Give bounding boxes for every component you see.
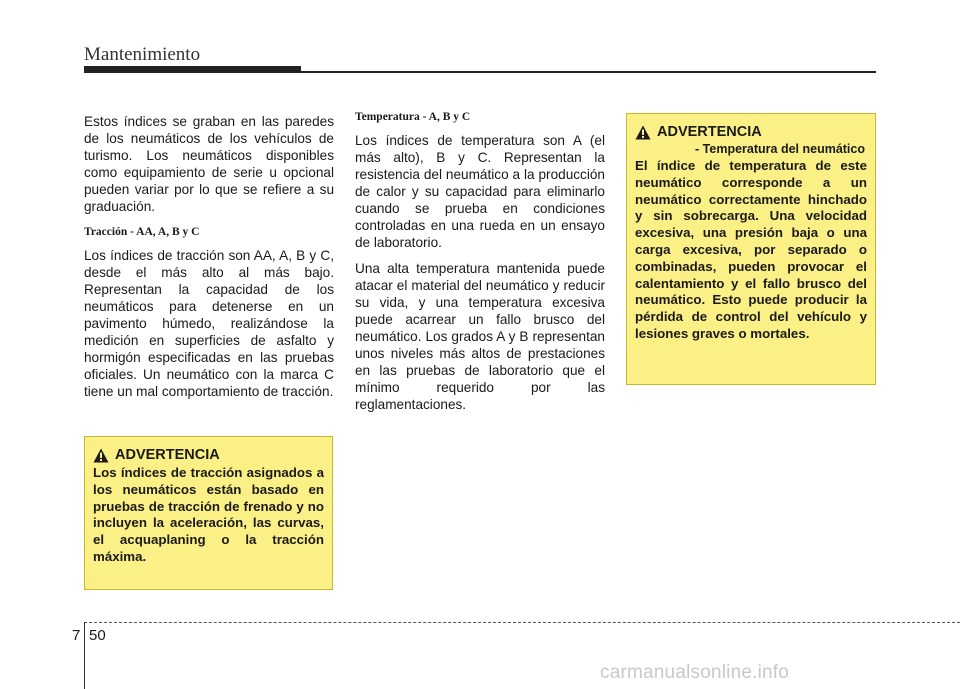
text-column-middle [355,109,605,422]
intro-paragraph: Estos índices se graban en las paredes de los neumáticos de los vehículos de turismo. Los neumáticos disponibles como equipamiento de serie u opcional pueden variar por lo que se refiere a su graduación. [84,114,334,214]
traction-paragraph: Los índices de tracción son AA, A, B y C, desde el más alto al más bajo. Representan la capacidad de los neumáticos para detenerse en un pavimento húmedo, realizándose la medición en superficies de asfalto y hormigón especificadas en las pruebas oficiales. Un neumático con la marca C tiene un mal comportamiento de tracción. [84,248,334,399]
header-rule-thick [84,66,301,73]
warning-triangle-icon [93,448,109,463]
warning-text: Los índices de tracción asignados a los neumáticos están basado en pruebas de tracción de frenado y no incluyen la aceleración, las curvas, el acquaplaning o la tracción máxima. [93,465,324,564]
temperature-paragraph-2: Una alta temperatura mantenida puede atacar el material del neumático y reducir su vida, y una temperatura excesiva puede acarrear un fallo brusco del neumático. Los grados A y B representan unos niveles más altos de prestaciones en las pruebas de laboratorio que el mínimo requerido por las reglamentaciones. [355,261,605,412]
warning-box-temperature [626,113,876,385]
page-number: 50 [89,627,106,644]
warning-box-traction [84,436,333,590]
warning-title: ADVERTENCIA [115,447,220,463]
warning-header [93,447,324,463]
temperature-heading: Temperatura - A, B y C [355,111,471,123]
warning-triangle-icon [635,125,651,140]
text-column-left [84,113,334,409]
temperature-paragraph-1: Los índices de temperatura son A (el más alto), B y C. Representan la resistencia del neumático a la producción de calor y su capacidad para eliminarlo cuando se prueba en condiciones controladas en una rueda en un ensayo de laboratorio. [355,133,605,250]
warning-title: ADVERTENCIA [657,124,762,140]
header-rule-thin [301,71,876,73]
chapter-number: 7 [72,627,81,644]
footer-rule [84,622,960,623]
traction-heading: Tracción - AA, A, B y C [84,226,200,238]
watermark: carmanualsonline.info [600,662,790,683]
warning-header [635,124,867,140]
page-title: Mantenimiento [84,44,201,65]
warning-subtitle: - Temperatura del neumático [695,142,865,156]
footer-divider [84,622,85,689]
warning-text: El índice de temperatura de este neumático corresponde a un neumático correctamente hinchado y sin sobrecarga. Una velocidad excesiva, una presión baja o una carga excesiva, por separado o combinadas, pueden provocar el calentamiento y el fallo brusco del neumático. Esto puede producir la pérdida de control del vehículo y lesiones graves o mortales. [635,158,867,341]
